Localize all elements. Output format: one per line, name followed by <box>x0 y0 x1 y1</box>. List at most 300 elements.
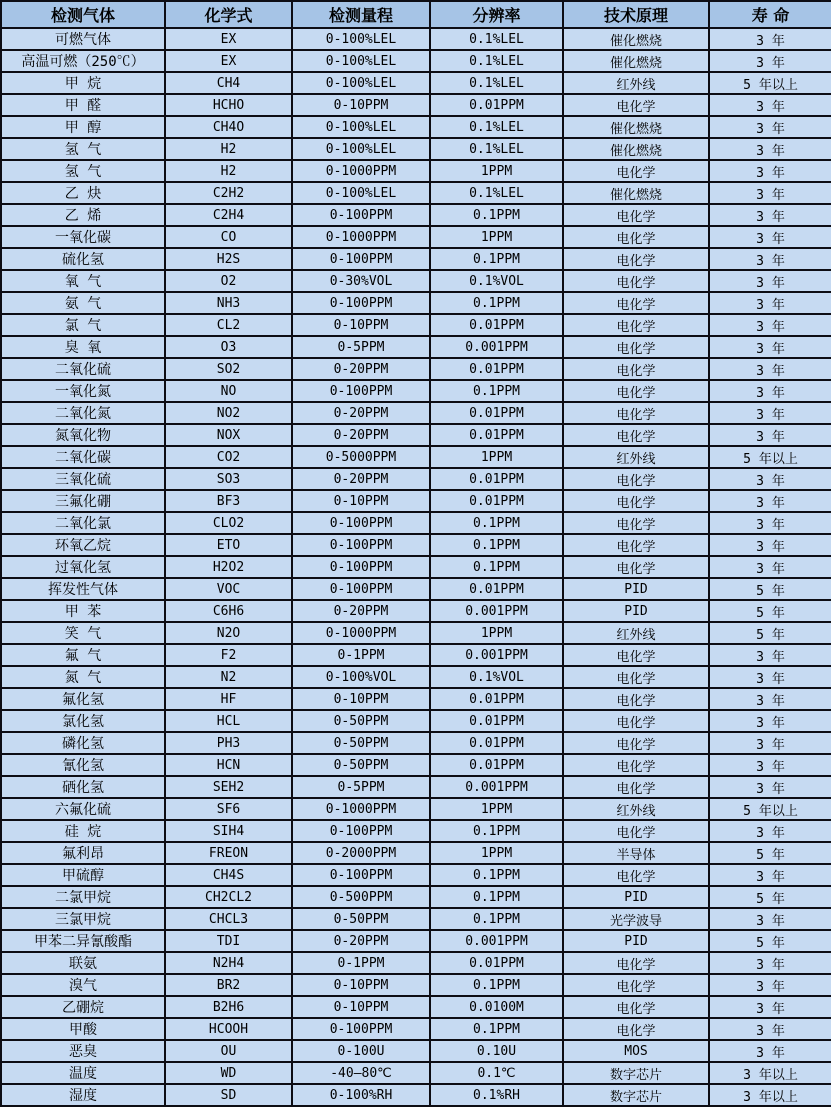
cell-resolution: 0.01PPM <box>430 754 563 776</box>
cell-formula: CO2 <box>165 446 292 468</box>
cell-gas: 二氧化硫 <box>1 358 165 380</box>
cell-resolution: 0.001PPM <box>430 644 563 666</box>
cell-gas: 二氧化碳 <box>1 446 165 468</box>
cell-principle: 催化燃烧 <box>563 182 709 204</box>
cell-resolution: 0.1%LEL <box>430 28 563 50</box>
cell-range: 0-20PPM <box>292 424 430 446</box>
cell-range: 0-100PPM <box>292 204 430 226</box>
cell-resolution: 0.01PPM <box>430 424 563 446</box>
cell-gas: 甲 烷 <box>1 72 165 94</box>
cell-formula: CH4 <box>165 72 292 94</box>
cell-lifespan: 3 年 <box>709 138 831 160</box>
cell-range: 0-50PPM <box>292 754 430 776</box>
cell-gas: 溴气 <box>1 974 165 996</box>
cell-formula: N2 <box>165 666 292 688</box>
cell-resolution: 0.1PPM <box>430 556 563 578</box>
column-header-range: 检测量程 <box>292 1 430 28</box>
cell-resolution: 0.1%LEL <box>430 182 563 204</box>
cell-principle: 电化学 <box>563 204 709 226</box>
cell-resolution: 0.1%VOL <box>430 666 563 688</box>
cell-principle: 电化学 <box>563 556 709 578</box>
table-row <box>1 930 831 952</box>
table-row <box>1 556 831 578</box>
cell-range: 0-30%VOL <box>292 270 430 292</box>
cell-gas: 挥发性气体 <box>1 578 165 600</box>
cell-formula: EX <box>165 28 292 50</box>
cell-principle: 电化学 <box>563 94 709 116</box>
table-row <box>1 666 831 688</box>
cell-range: 0-20PPM <box>292 600 430 622</box>
cell-principle: 电化学 <box>563 776 709 798</box>
cell-range: 0-100PPM <box>292 512 430 534</box>
cell-resolution: 0.1PPM <box>430 534 563 556</box>
table-row <box>1 1084 831 1106</box>
cell-lifespan: 3 年 <box>709 336 831 358</box>
table-row <box>1 908 831 930</box>
cell-resolution: 0.01PPM <box>430 710 563 732</box>
cell-lifespan: 3 年 <box>709 292 831 314</box>
cell-formula: CL2 <box>165 314 292 336</box>
cell-range: 0-100%LEL <box>292 182 430 204</box>
cell-gas: 氟利昂 <box>1 842 165 864</box>
table-row <box>1 534 831 556</box>
cell-range: 0-20PPM <box>292 402 430 424</box>
cell-lifespan: 3 年 <box>709 688 831 710</box>
cell-formula: NH3 <box>165 292 292 314</box>
cell-formula: B2H6 <box>165 996 292 1018</box>
cell-gas: 二氧化氮 <box>1 402 165 424</box>
cell-formula: CHCL3 <box>165 908 292 930</box>
cell-range: 0-100%LEL <box>292 50 430 72</box>
cell-formula: C6H6 <box>165 600 292 622</box>
cell-gas: 硒化氢 <box>1 776 165 798</box>
cell-resolution: 0.1PPM <box>430 908 563 930</box>
cell-principle: 电化学 <box>563 226 709 248</box>
table-row <box>1 688 831 710</box>
table-row <box>1 358 831 380</box>
cell-lifespan: 3 年 <box>709 94 831 116</box>
cell-resolution: 0.1PPM <box>430 380 563 402</box>
cell-formula: VOC <box>165 578 292 600</box>
cell-resolution: 0.1PPM <box>430 820 563 842</box>
cell-lifespan: 3 年 <box>709 314 831 336</box>
cell-lifespan: 5 年 <box>709 578 831 600</box>
cell-gas: 氯 气 <box>1 314 165 336</box>
table-row <box>1 732 831 754</box>
cell-principle: 催化燃烧 <box>563 28 709 50</box>
cell-principle: 电化学 <box>563 248 709 270</box>
cell-lifespan: 3 年 <box>709 204 831 226</box>
cell-lifespan: 3 年 <box>709 512 831 534</box>
table-row <box>1 72 831 94</box>
cell-lifespan: 3 年 <box>709 358 831 380</box>
cell-principle: 电化学 <box>563 424 709 446</box>
cell-resolution: 0.1PPM <box>430 248 563 270</box>
cell-range: 0-100PPM <box>292 292 430 314</box>
cell-gas: 氟化氢 <box>1 688 165 710</box>
cell-formula: WD <box>165 1062 292 1084</box>
cell-gas: 二氯甲烷 <box>1 886 165 908</box>
cell-formula: O3 <box>165 336 292 358</box>
table-row <box>1 776 831 798</box>
cell-resolution: 0.1%LEL <box>430 50 563 72</box>
cell-lifespan: 3 年 <box>709 226 831 248</box>
cell-formula: SIH4 <box>165 820 292 842</box>
cell-resolution: 1PPM <box>430 622 563 644</box>
cell-gas: 磷化氢 <box>1 732 165 754</box>
cell-gas: 硫化氢 <box>1 248 165 270</box>
cell-range: 0-50PPM <box>292 732 430 754</box>
cell-principle: 电化学 <box>563 754 709 776</box>
cell-lifespan: 3 年 <box>709 732 831 754</box>
cell-range: 0-5000PPM <box>292 446 430 468</box>
cell-lifespan: 3 年 <box>709 754 831 776</box>
cell-formula: FREON <box>165 842 292 864</box>
cell-range: 0-10PPM <box>292 94 430 116</box>
cell-principle: 红外线 <box>563 446 709 468</box>
cell-gas: 高温可燃（250℃） <box>1 50 165 72</box>
cell-formula: HCHO <box>165 94 292 116</box>
cell-gas: 氢 气 <box>1 160 165 182</box>
cell-lifespan: 3 年 <box>709 182 831 204</box>
cell-range: 0-1000PPM <box>292 622 430 644</box>
cell-lifespan: 5 年 <box>709 842 831 864</box>
cell-lifespan: 3 年 <box>709 820 831 842</box>
cell-range: 0-1000PPM <box>292 226 430 248</box>
cell-resolution: 0.01PPM <box>430 402 563 424</box>
cell-formula: CH4O <box>165 116 292 138</box>
cell-resolution: 0.1%VOL <box>430 270 563 292</box>
cell-range: 0-100%LEL <box>292 138 430 160</box>
table-row <box>1 138 831 160</box>
table-row <box>1 578 831 600</box>
table-row <box>1 644 831 666</box>
cell-lifespan: 3 年 <box>709 424 831 446</box>
cell-principle: 红外线 <box>563 72 709 94</box>
cell-range: 0-100PPM <box>292 534 430 556</box>
cell-principle: 电化学 <box>563 710 709 732</box>
cell-range: 0-5PPM <box>292 336 430 358</box>
cell-range: 0-100PPM <box>292 1018 430 1040</box>
cell-lifespan: 3 年 <box>709 908 831 930</box>
cell-principle: PID <box>563 600 709 622</box>
cell-lifespan: 3 年 <box>709 1040 831 1062</box>
cell-formula: HF <box>165 688 292 710</box>
cell-resolution: 1PPM <box>430 842 563 864</box>
cell-principle: 半导体 <box>563 842 709 864</box>
cell-gas: 过氧化氢 <box>1 556 165 578</box>
cell-formula: SF6 <box>165 798 292 820</box>
table-row <box>1 292 831 314</box>
cell-formula: SO2 <box>165 358 292 380</box>
cell-principle: PID <box>563 930 709 952</box>
cell-lifespan: 3 年以上 <box>709 1084 831 1106</box>
cell-range: 0-100%VOL <box>292 666 430 688</box>
cell-principle: 电化学 <box>563 974 709 996</box>
cell-gas: 氰化氢 <box>1 754 165 776</box>
table-row <box>1 798 831 820</box>
cell-lifespan: 3 年 <box>709 556 831 578</box>
cell-resolution: 0.01PPM <box>430 358 563 380</box>
cell-gas: 二氧化氯 <box>1 512 165 534</box>
cell-resolution: 0.01PPM <box>430 468 563 490</box>
cell-gas: 联氨 <box>1 952 165 974</box>
cell-resolution: 0.1PPM <box>430 864 563 886</box>
cell-gas: 环氧乙烷 <box>1 534 165 556</box>
cell-resolution: 0.1%RH <box>430 1084 563 1106</box>
table-row <box>1 886 831 908</box>
cell-gas: 笑 气 <box>1 622 165 644</box>
cell-principle: 电化学 <box>563 380 709 402</box>
cell-gas: 一氧化氮 <box>1 380 165 402</box>
cell-resolution: 0.1℃ <box>430 1062 563 1084</box>
cell-resolution: 0.1%LEL <box>430 72 563 94</box>
table-row <box>1 182 831 204</box>
cell-formula: HCN <box>165 754 292 776</box>
cell-resolution: 0.1PPM <box>430 204 563 226</box>
cell-range: 0-50PPM <box>292 710 430 732</box>
cell-gas: 三氯甲烷 <box>1 908 165 930</box>
cell-formula: SO3 <box>165 468 292 490</box>
cell-principle: 催化燃烧 <box>563 50 709 72</box>
table-row <box>1 336 831 358</box>
cell-principle: 催化燃烧 <box>563 138 709 160</box>
cell-gas: 氟 气 <box>1 644 165 666</box>
cell-principle: 催化燃烧 <box>563 116 709 138</box>
column-header-resolution: 分辨率 <box>430 1 563 28</box>
cell-principle: 电化学 <box>563 952 709 974</box>
cell-resolution: 0.01PPM <box>430 94 563 116</box>
cell-range: 0-100PPM <box>292 380 430 402</box>
cell-range: 0-1PPM <box>292 644 430 666</box>
cell-lifespan: 3 年 <box>709 28 831 50</box>
cell-principle: 光学波导 <box>563 908 709 930</box>
cell-resolution: 0.1PPM <box>430 292 563 314</box>
cell-gas: 氢 气 <box>1 138 165 160</box>
cell-principle: 电化学 <box>563 666 709 688</box>
cell-lifespan: 3 年以上 <box>709 1062 831 1084</box>
cell-lifespan: 3 年 <box>709 116 831 138</box>
cell-resolution: 0.1PPM <box>430 512 563 534</box>
cell-resolution: 0.1%LEL <box>430 138 563 160</box>
table-row <box>1 996 831 1018</box>
cell-lifespan: 3 年 <box>709 974 831 996</box>
cell-range: 0-10PPM <box>292 974 430 996</box>
cell-range: 0-50PPM <box>292 908 430 930</box>
cell-gas: 氧 气 <box>1 270 165 292</box>
cell-principle: 电化学 <box>563 402 709 424</box>
cell-range: 0-5PPM <box>292 776 430 798</box>
table-row <box>1 1062 831 1084</box>
cell-range: 0-500PPM <box>292 886 430 908</box>
cell-gas: 湿度 <box>1 1084 165 1106</box>
table-row <box>1 446 831 468</box>
cell-resolution: 0.001PPM <box>430 776 563 798</box>
cell-range: 0-100PPM <box>292 864 430 886</box>
header-row <box>1 1 831 28</box>
cell-principle: 电化学 <box>563 644 709 666</box>
table-row <box>1 28 831 50</box>
cell-gas: 甲苯二异氰酸酯 <box>1 930 165 952</box>
cell-range: 0-2000PPM <box>292 842 430 864</box>
table-row <box>1 512 831 534</box>
cell-gas: 乙 烯 <box>1 204 165 226</box>
cell-principle: 电化学 <box>563 490 709 512</box>
cell-resolution: 0.001PPM <box>430 336 563 358</box>
cell-lifespan: 3 年 <box>709 952 831 974</box>
table-row <box>1 160 831 182</box>
cell-resolution: 0.1PPM <box>430 974 563 996</box>
cell-formula: H2S <box>165 248 292 270</box>
table-row <box>1 226 831 248</box>
cell-range: 0-100%RH <box>292 1084 430 1106</box>
table-row <box>1 820 831 842</box>
cell-principle: MOS <box>563 1040 709 1062</box>
cell-formula: C2H4 <box>165 204 292 226</box>
table-row <box>1 754 831 776</box>
cell-formula: BR2 <box>165 974 292 996</box>
cell-range: 0-1000PPM <box>292 798 430 820</box>
cell-resolution: 0.1%LEL <box>430 116 563 138</box>
table-row <box>1 94 831 116</box>
cell-lifespan: 5 年以上 <box>709 446 831 468</box>
cell-gas: 氯化氢 <box>1 710 165 732</box>
table-row <box>1 248 831 270</box>
table-row <box>1 380 831 402</box>
cell-gas: 恶臭 <box>1 1040 165 1062</box>
cell-gas: 乙 炔 <box>1 182 165 204</box>
cell-principle: 电化学 <box>563 688 709 710</box>
cell-gas: 乙硼烷 <box>1 996 165 1018</box>
cell-principle: PID <box>563 578 709 600</box>
cell-principle: 电化学 <box>563 292 709 314</box>
cell-range: 0-10PPM <box>292 688 430 710</box>
cell-lifespan: 3 年 <box>709 50 831 72</box>
cell-range: 0-10PPM <box>292 314 430 336</box>
cell-formula: OU <box>165 1040 292 1062</box>
cell-gas: 氮 气 <box>1 666 165 688</box>
table-row <box>1 974 831 996</box>
table-row <box>1 952 831 974</box>
cell-formula: NO2 <box>165 402 292 424</box>
table-row <box>1 402 831 424</box>
table-row <box>1 600 831 622</box>
cell-gas: 三氧化硫 <box>1 468 165 490</box>
cell-formula: PH3 <box>165 732 292 754</box>
cell-resolution: 0.10U <box>430 1040 563 1062</box>
cell-resolution: 0.01PPM <box>430 952 563 974</box>
cell-formula: CLO2 <box>165 512 292 534</box>
cell-principle: 红外线 <box>563 622 709 644</box>
cell-formula: SEH2 <box>165 776 292 798</box>
cell-resolution: 1PPM <box>430 798 563 820</box>
table-row <box>1 270 831 292</box>
cell-range: 0-100PPM <box>292 556 430 578</box>
table-row <box>1 842 831 864</box>
cell-formula: HCL <box>165 710 292 732</box>
cell-range: 0-100%LEL <box>292 72 430 94</box>
cell-lifespan: 5 年 <box>709 886 831 908</box>
cell-principle: 电化学 <box>563 336 709 358</box>
table-row <box>1 116 831 138</box>
cell-gas: 硅 烷 <box>1 820 165 842</box>
cell-formula: N2H4 <box>165 952 292 974</box>
table-row <box>1 424 831 446</box>
cell-formula: CO <box>165 226 292 248</box>
cell-resolution: 0.01PPM <box>430 732 563 754</box>
cell-range: 0-100PPM <box>292 248 430 270</box>
cell-lifespan: 3 年 <box>709 1018 831 1040</box>
cell-gas: 臭 氧 <box>1 336 165 358</box>
cell-lifespan: 3 年 <box>709 468 831 490</box>
cell-resolution: 0.01PPM <box>430 314 563 336</box>
cell-principle: 电化学 <box>563 864 709 886</box>
cell-lifespan: 3 年 <box>709 776 831 798</box>
cell-gas: 甲 苯 <box>1 600 165 622</box>
cell-principle: 电化学 <box>563 820 709 842</box>
cell-lifespan: 3 年 <box>709 402 831 424</box>
cell-formula: H2 <box>165 160 292 182</box>
cell-formula: SD <box>165 1084 292 1106</box>
cell-range: 0-100%LEL <box>292 28 430 50</box>
cell-principle: 数字芯片 <box>563 1062 709 1084</box>
cell-gas: 可燃气体 <box>1 28 165 50</box>
column-header-lifespan: 寿 命 <box>709 1 831 28</box>
cell-resolution: 0.01PPM <box>430 688 563 710</box>
cell-principle: 电化学 <box>563 512 709 534</box>
cell-resolution: 1PPM <box>430 160 563 182</box>
cell-lifespan: 3 年 <box>709 160 831 182</box>
cell-lifespan: 3 年 <box>709 270 831 292</box>
cell-range: 0-20PPM <box>292 468 430 490</box>
cell-range: 0-100PPM <box>292 578 430 600</box>
cell-lifespan: 3 年 <box>709 644 831 666</box>
cell-principle: 电化学 <box>563 314 709 336</box>
cell-principle: 电化学 <box>563 468 709 490</box>
cell-gas: 三氟化硼 <box>1 490 165 512</box>
cell-lifespan: 3 年 <box>709 864 831 886</box>
cell-lifespan: 3 年 <box>709 534 831 556</box>
cell-principle: 红外线 <box>563 798 709 820</box>
cell-gas: 甲硫醇 <box>1 864 165 886</box>
table-row <box>1 204 831 226</box>
table-row <box>1 50 831 72</box>
cell-gas: 氮氧化物 <box>1 424 165 446</box>
cell-formula: ETO <box>165 534 292 556</box>
cell-lifespan: 3 年 <box>709 710 831 732</box>
cell-lifespan: 5 年 <box>709 930 831 952</box>
cell-formula: O2 <box>165 270 292 292</box>
cell-formula: BF3 <box>165 490 292 512</box>
column-header-gas: 检测气体 <box>1 1 165 28</box>
cell-lifespan: 3 年 <box>709 380 831 402</box>
cell-range: 0-20PPM <box>292 930 430 952</box>
cell-resolution: 1PPM <box>430 226 563 248</box>
cell-lifespan: 5 年以上 <box>709 798 831 820</box>
cell-range: 0-10PPM <box>292 490 430 512</box>
table-body <box>1 28 831 1106</box>
cell-range: 0-1000PPM <box>292 160 430 182</box>
table-row <box>1 1018 831 1040</box>
cell-formula: CH4S <box>165 864 292 886</box>
cell-resolution: 0.01PPM <box>430 578 563 600</box>
cell-formula: H2O2 <box>165 556 292 578</box>
cell-principle: 电化学 <box>563 160 709 182</box>
cell-gas: 氨 气 <box>1 292 165 314</box>
cell-lifespan: 5 年 <box>709 622 831 644</box>
cell-lifespan: 5 年 <box>709 600 831 622</box>
cell-gas: 六氟化硫 <box>1 798 165 820</box>
